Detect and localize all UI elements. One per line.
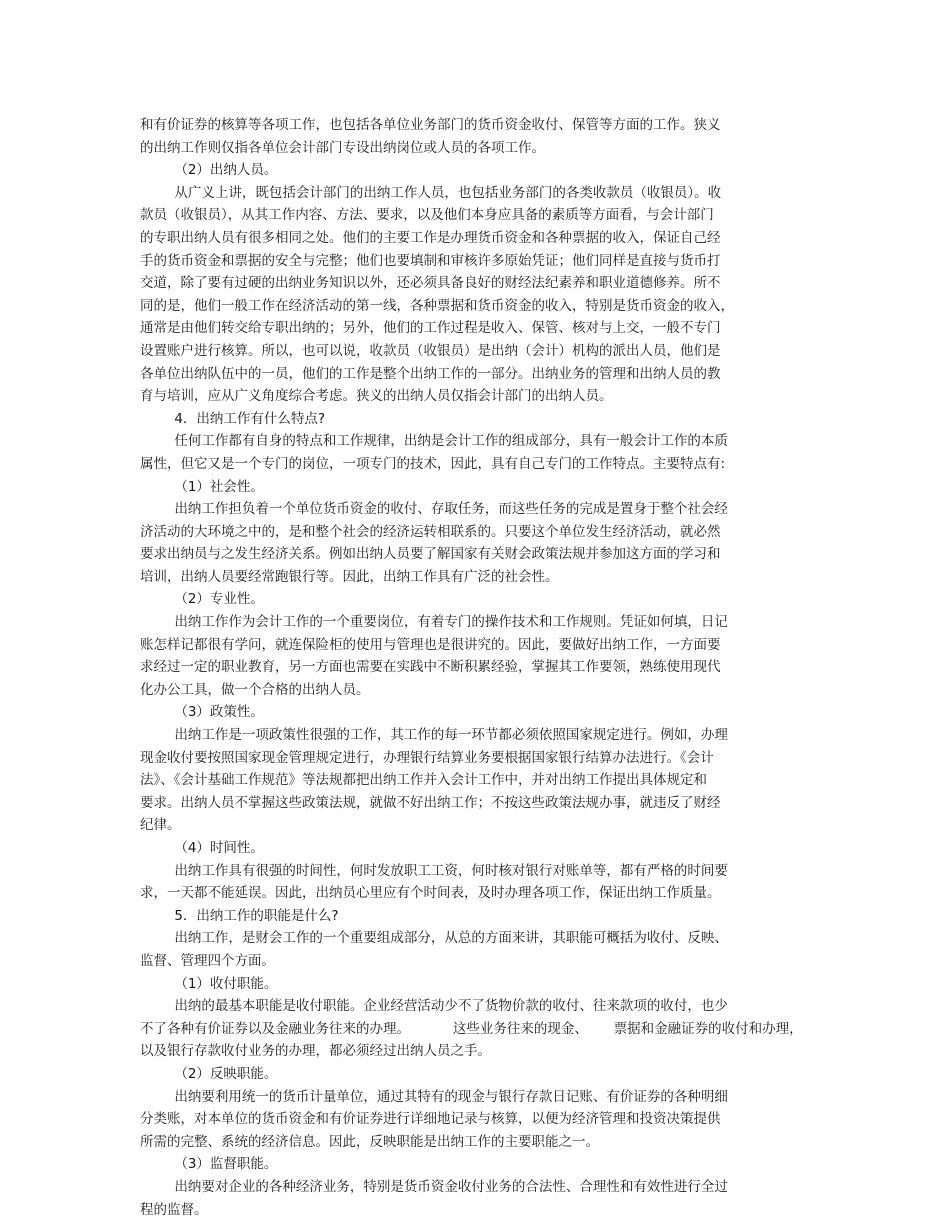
text-line: 求经过一定的职业教育，另一方面也需要在实践中不断积累经验，掌握其工作要领，熟练使用现代 bbox=[140, 659, 721, 676]
text-line: 手的货币资金和票据的安全与完整；他们也要填制和审核许多原始凭证；他们同样是直接与货币打 bbox=[140, 252, 721, 269]
text-line: 通常是由他们转交给专职出纳的；另外，他们的工作过程是收入、保管、核对与上交，一般不专门 bbox=[140, 320, 721, 337]
text-line: 化办公工具，做一个合格的出纳人员。 bbox=[140, 681, 370, 698]
text-line: 不了各种有价证券以及金融业务往来的办理。 这些业务往来的现金、 票据和金融证券的收付和办理， bbox=[140, 1020, 803, 1037]
text-line: 和有价证券的核算等各项工作，也包括各单位业务部门的货币资金收付、保管等方面的工作。狭义 bbox=[140, 117, 721, 133]
body-text bbox=[140, 114, 803, 1221]
text-line: 以及银行存款收付业务的办理，都必须经过出纳人员之手。 bbox=[140, 1043, 491, 1060]
text-line: 要求出纳员与之发生经济关系。例如出纳人员要了解国家有关财会政策法规并参加这方面的学习和 bbox=[140, 546, 721, 563]
text-line: 培训，出纳人员要经常跑银行等。因此，出纳工作具有广泛的社会性。 bbox=[140, 568, 559, 585]
text-line: 育与培训，应从广义角度综合考虑。狭义的出纳人员仅指会计部门的出纳人员。 bbox=[140, 388, 613, 405]
text-line: 属性，但它又是一个专门的岗位，一项专门的技术，因此，具有自己专门的工作特点。主要特点有: bbox=[140, 455, 726, 472]
text-line: 款员（收银员），从其工作内容、方法、要求，以及他们本身应具备的素质等方面看，与会计部门 bbox=[140, 207, 714, 224]
text-line: 出纳要对企业的各种经济业务，特别是货币资金收付业务的合法性、合理性和有效性进行全过 bbox=[140, 1178, 728, 1195]
text-line: 程的监督。 bbox=[140, 1201, 208, 1218]
text-line: （3）监督职能。 bbox=[140, 1156, 278, 1173]
text-line: 账怎样记都很有学问，就连保险柜的使用与管理也是很讲究的。因此，要做好出纳工作，一方面要 bbox=[140, 636, 721, 653]
text-line: 的专职出纳人员有很多相同之处。他们的主要工作是办理货币资金和各种票据的收入，保证自己经 bbox=[140, 229, 721, 246]
text-line: 监督、管理四个方面。 bbox=[140, 952, 275, 969]
text-line: （1）社会性。 bbox=[140, 478, 264, 495]
text-line: 设置账户进行核算。所以，也可以说，收款员（收银员）是出纳（会计）机构的派出人员，他们是 bbox=[140, 342, 721, 359]
text-line: （2）专业性。 bbox=[140, 591, 264, 608]
text-line: 出纳要利用统一的货币计量单位，通过其特有的现金与银行存款日记账、有价证券的各种明细 bbox=[140, 1088, 728, 1105]
text-line: 出纳工作担负着一个单位货币资金的收付、存取任务，而这些任务的完成是置身于整个社会经 bbox=[140, 501, 728, 518]
text-line: 各单位出纳队伍中的一员，他们的工作是整个出纳工作的一部分。出纳业务的管理和出纳人员的教 bbox=[140, 365, 721, 382]
text-line: 出纳工作作为会计工作的一个重要岗位，有着专门的操作技术和工作规则。凭证如何填，日记 bbox=[140, 614, 728, 631]
text-line: （1）收付职能。 bbox=[140, 975, 278, 992]
text-line: 5．出纳工作的职能是什么? bbox=[140, 907, 339, 924]
text-line: 要求。出纳人员不掌握这些政策法规，就做不好出纳工作；不按这些政策法规办事，就违反了财经 bbox=[140, 794, 721, 811]
text-line: （3）政策性。 bbox=[140, 704, 264, 721]
text-line: 济活动的大环境之中的，是和整个社会的经济运转相联系的。只要这个单位发生经济活动，就必然 bbox=[140, 523, 721, 540]
text-line: 出纳工作，是财会工作的一个重要组成部分，从总的方面来讲，其职能可概括为收付、反映、 bbox=[140, 930, 728, 947]
text-line: （4）时间性。 bbox=[140, 840, 264, 856]
text-line: （2）反映职能。 bbox=[140, 1065, 278, 1082]
text-line: 分类账，对本单位的货币资金和有价证券进行详细地记录与核算，以便为经济管理和投资决策提供 bbox=[140, 1111, 721, 1128]
text-line: 出纳工作是一项政策性很强的工作，其工作的每一环节都必须依照国家规定进行。例如，办理 bbox=[140, 727, 728, 744]
text-line: 任何工作都有自身的特点和工作规律，出纳是会计工作的组成部分，具有一般会计工作的本质 bbox=[140, 433, 728, 450]
text-line: 同的是，他们一般工作在经济活动的第一线，各种票据和货币资金的收入，特别是货币资金的收入， bbox=[140, 297, 734, 314]
text-line: 交道，除了要有过硬的出纳业务知识以外，还必须具备良好的财经法纪素养和职业道德修养。所不 bbox=[140, 275, 721, 292]
text-line: 求，一天都不能延误。因此，出纳员心里应有个时间表，及时办理各项工作，保证出纳工作质量。 bbox=[140, 885, 721, 902]
text-line: 纪律。 bbox=[140, 817, 181, 834]
text-line: 出纳工作具有很强的时间性，何时发放职工工资，何时核对银行对账单等，都有严格的时间要 bbox=[140, 862, 728, 879]
text-line: 法》、《会计基础工作规范》等法规都把出纳工作并入会计工作中，并对出纳工作提出具体规定和 bbox=[140, 772, 707, 789]
text-line: 所需的完整、系统的经济信息。因此，反映职能是出纳工作的主要职能之一。 bbox=[140, 1133, 599, 1150]
text-line: 出纳的最基本职能是收付职能。企业经营活动少不了货物价款的收付、往来款项的收付，也少 bbox=[140, 998, 728, 1015]
text-line: （2）出纳人员。 bbox=[140, 162, 278, 179]
text-line: 的出纳工作则仅指各单位会计部门专设出纳岗位或人员的各项工作。 bbox=[140, 139, 545, 156]
text-line: 4．出纳工作有什么特点? bbox=[140, 410, 326, 427]
text-line: 现金收付要按照国家现金管理规定进行，办理银行结算业务要根据国家银行结算办法进行。《会计 bbox=[140, 749, 714, 766]
text-line: 从广义上讲，既包括会计部门的出纳工作人员，也包括业务部门的各类收款员（收银员）。收 bbox=[140, 184, 722, 201]
